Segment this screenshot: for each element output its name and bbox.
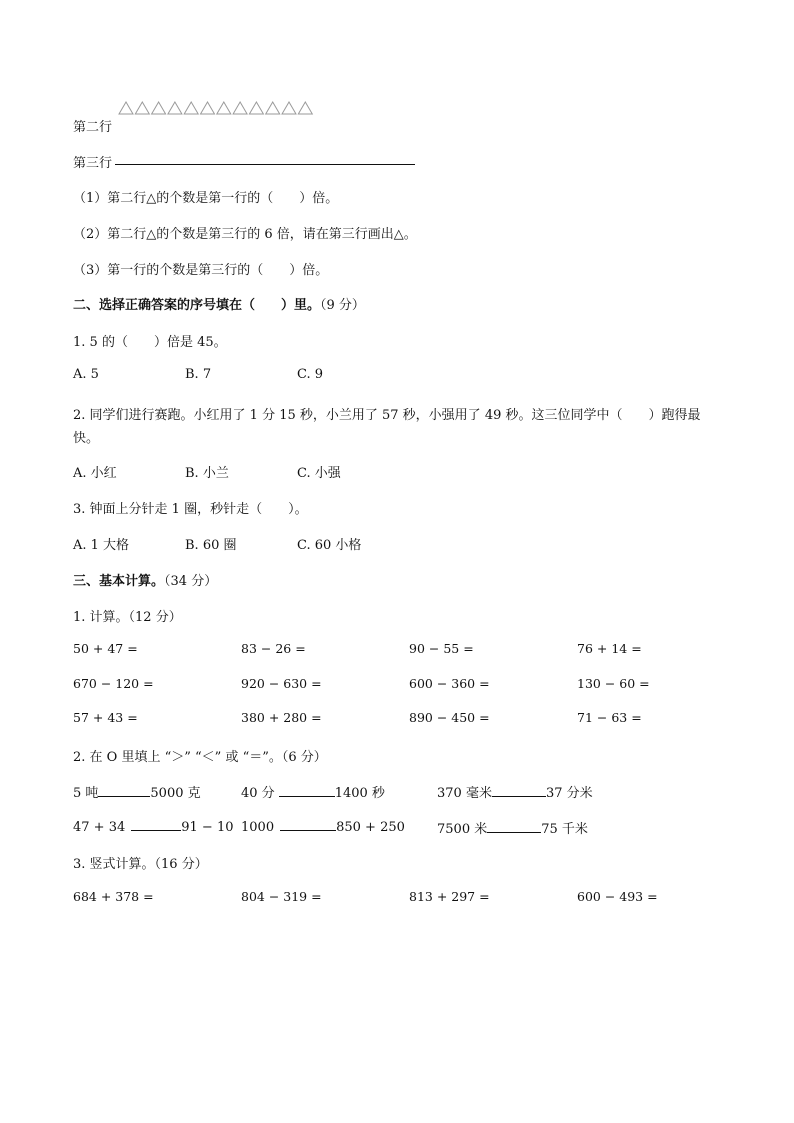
section-3-score: （34 分） bbox=[164, 574, 218, 589]
calc-item: 71 − 63 = bbox=[577, 710, 642, 725]
calc-item: 920 − 630 = bbox=[241, 676, 322, 691]
vertical-calc-item: 684 + 378 = bbox=[73, 889, 154, 904]
compare-item bbox=[241, 818, 405, 835]
compare-left: 7500 米 bbox=[437, 822, 488, 837]
sec2-question-1: 1. 5 的（ ）倍是 45。 bbox=[73, 335, 227, 350]
compare-item bbox=[73, 782, 201, 801]
triangle-mark bbox=[249, 102, 263, 114]
calc-item: 890 − 450 = bbox=[409, 710, 490, 725]
triangle-mark bbox=[298, 102, 312, 114]
compare-blank[interactable] bbox=[280, 818, 336, 831]
row2-label: 第二行 bbox=[73, 120, 113, 135]
compare-right: 75 千米 bbox=[541, 822, 588, 837]
sec2-question-2: 2. 同学们进行赛跑。小红用了 1 分 15 秒，小兰用了 57 秒，小强用了 49 秒。这三位同学中（ ）跑得最 bbox=[73, 408, 701, 423]
sec2-q3-option-c[interactable]: C. 60 小格 bbox=[297, 538, 362, 553]
section-2-heading bbox=[73, 294, 365, 313]
compare-left: 47 + 34 bbox=[73, 820, 126, 835]
triangle-mark bbox=[119, 102, 133, 114]
vertical-calc-item: 813 + 297 = bbox=[409, 889, 490, 904]
compare-blank[interactable] bbox=[492, 784, 546, 797]
q1-sub-1: （1）第二行△的个数是第一行的（ ）倍。 bbox=[73, 191, 339, 206]
compare-right: 1400 秒 bbox=[334, 786, 385, 801]
calc-item: 670 − 120 = bbox=[73, 676, 154, 691]
triangle-mark bbox=[233, 102, 247, 114]
triangle-mark bbox=[217, 102, 231, 114]
sec3-part-1-title: 1. 计算。（12 分） bbox=[73, 610, 182, 625]
triangle-mark bbox=[168, 102, 182, 114]
triangle-mark bbox=[266, 102, 280, 114]
row3-label: 第三行 bbox=[73, 156, 113, 171]
calc-item: 50 + 47 = bbox=[73, 641, 138, 656]
calc-item: 600 − 360 = bbox=[409, 676, 490, 691]
compare-blank[interactable] bbox=[98, 784, 150, 797]
sec2-q1-option-a[interactable]: A. 5 bbox=[73, 367, 99, 382]
compare-item bbox=[437, 818, 588, 837]
sec2-q2-option-a[interactable]: A. 小红 bbox=[73, 466, 117, 481]
sec3-part-2-title: 2. 在 O 里填上 “＞” “＜” 或 “＝”。（6 分） bbox=[73, 750, 327, 765]
compare-right: 91 − 10 bbox=[181, 820, 234, 835]
sec2-q2-option-b[interactable]: B. 小兰 bbox=[185, 466, 229, 481]
triangle-mark bbox=[152, 102, 166, 114]
compare-blank[interactable] bbox=[487, 820, 541, 833]
sec2-q2-option-c[interactable]: C. 小强 bbox=[297, 466, 341, 481]
calc-item: 130 − 60 = bbox=[577, 676, 650, 691]
compare-blank[interactable] bbox=[131, 818, 181, 831]
compare-left: 40 分 bbox=[241, 786, 275, 801]
calc-item: 76 + 14 = bbox=[577, 641, 642, 656]
sec2-q3-option-a[interactable]: A. 1 大格 bbox=[73, 538, 130, 553]
vertical-calc-item: 804 − 319 = bbox=[241, 889, 322, 904]
row3-answer-line[interactable] bbox=[115, 164, 415, 165]
sec3-part-3-title: 3. 竖式计算。（16 分） bbox=[73, 857, 208, 872]
compare-left: 5 吨 bbox=[73, 786, 99, 801]
sec2-q1-option-b[interactable]: B. 7 bbox=[185, 367, 212, 382]
triangle-mark bbox=[282, 102, 296, 114]
compare-item bbox=[437, 782, 593, 801]
triangle-mark bbox=[135, 102, 149, 114]
sec2-question-3: 3. 钟面上分针走 1 圈，秒针走（ ）。 bbox=[73, 502, 308, 517]
calc-item: 380 + 280 = bbox=[241, 710, 322, 725]
calc-item: 57 + 43 = bbox=[73, 710, 138, 725]
compare-right: 5000 克 bbox=[150, 786, 201, 801]
sec2-question-2-cont: 快。 bbox=[73, 431, 100, 446]
compare-item bbox=[241, 782, 385, 801]
triangle-mark bbox=[184, 102, 198, 114]
section-2-title: 二、选择正确答案的序号填在（ ）里。 bbox=[73, 298, 321, 313]
compare-blank[interactable] bbox=[279, 784, 335, 797]
triangle-mark bbox=[201, 102, 215, 114]
q1-sub-3: （3）第一行的个数是第三行的（ ）倍。 bbox=[73, 263, 329, 278]
vertical-calc-item: 600 − 493 = bbox=[577, 889, 658, 904]
section-3-title: 三、基本计算。 bbox=[73, 574, 165, 589]
sec2-q3-option-b[interactable]: B. 60 圈 bbox=[185, 538, 237, 553]
compare-item bbox=[73, 818, 234, 835]
compare-right: 850 + 250 bbox=[336, 820, 405, 835]
compare-left: 370 毫米 bbox=[437, 786, 492, 801]
calc-item: 83 − 26 = bbox=[241, 641, 306, 656]
triangle-row bbox=[118, 100, 318, 122]
q1-sub-2: （2）第二行△的个数是第三行的 6 倍，请在第三行画出△。 bbox=[73, 227, 417, 242]
sec2-q1-option-c[interactable]: C. 9 bbox=[297, 367, 324, 382]
compare-right: 37 分米 bbox=[545, 786, 593, 801]
section-2-score: （9 分） bbox=[320, 298, 365, 313]
triangle-row-drawing bbox=[118, 100, 318, 122]
section-3-heading bbox=[73, 570, 217, 589]
calc-item: 90 − 55 = bbox=[409, 641, 474, 656]
compare-left: 1000 bbox=[241, 820, 275, 835]
